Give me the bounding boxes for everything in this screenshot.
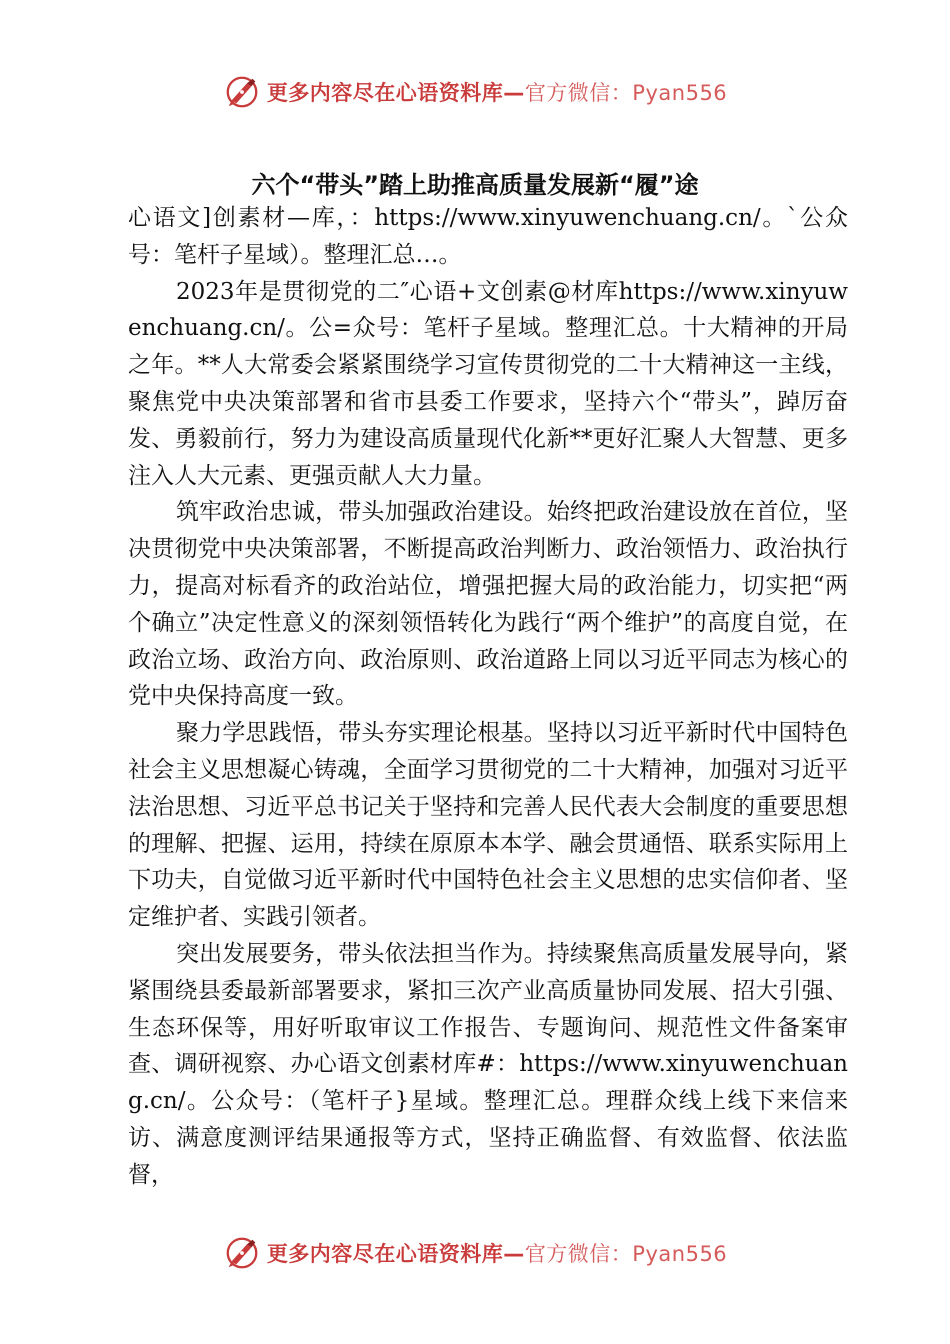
banner-text	[267, 77, 727, 107]
paragraph-3: 聚力学思践悟，带头夯实理论根基。坚持以习近平新时代中国特色社会主义思想凝心铸魂，全面学习贯彻党的二十大精神，加强对习近平法治思想、习近平总书记关于坚持和完善人民代表大会制度的重要思想的理解、把握、运用，持续在原原本本学、融会贯通悟、联系实际用上下功夫，自觉做习近平新时代中国特色社会主义思想的忠实信仰者、坚定维护者、实践引领者。	[128, 720, 848, 931]
document-body	[128, 200, 848, 1194]
document-title: 六个“带头”踏上助推高质量发展新“履”途	[251, 171, 699, 199]
pen-nib-logo-icon	[223, 73, 261, 111]
banner-text	[267, 1238, 727, 1268]
header-banner	[0, 68, 950, 116]
banner-slogan: 更多内容尽在心语资料库—	[266, 1242, 525, 1266]
paragraph-2: 筑牢政治忠诚，带头加强政治建设。始终把政治建设放在首位，坚决贯彻党中央决策部署，不断提高政治判断力、政治领悟力、政治执行力，提高对标看齐的政治站位，增强把握大局的政治能力，切实把“两个确立”决定性意义的深刻领悟转化为践行“两个维护”的高度自觉，在政治立场、政治方向、政治原则、政治道路上同以习近平同志为核心的党中央保持高度一致。	[128, 499, 848, 710]
paragraph-0: 心语文]创素材—库，：https://www.xinyuwenchuang.cn/。`公众号：笔杆子星域）。整理汇总…。	[128, 205, 848, 268]
footer-banner	[0, 1229, 950, 1277]
banner-wechat: 官方微信：Pyan556	[524, 1242, 728, 1266]
paragraph-4: 突出发展要务，带头依法担当作为。持续聚焦高质量发展导向，紧紧围绕县委最新部署要求，紧扣三次产业高质量协同发展、招大引强、生态环保等，用好听取审议工作报告、专题询问、规范性文件备案审查、调研视察、办心语文创素材库#：https://www.xinyuwenchuang.cn/。公众号：（笔杆子}星域。整理汇总。理群众线上线下来信来访、满意度测评结果通报等方式，坚持正确监督、有效监督、依法监督，	[128, 940, 848, 1188]
paragraph-1: 2023年是贯彻党的二″心语+文创素@材库https://www.xinyuwenchuang.cn/。公=众号：笔杆子星域。整理汇总。十大精神的开局之年。**人大常委会紧紧围绕学习宣传贯彻党的二十大精神这一主线，聚焦党中央决策部署和省市县委工作要求，坚持六个“带头”，踔厉奋发、勇毅前行，努力为建设高质量现代化新**更好汇聚人大智慧、更多注入人大元素、更强贡献人大力量。	[128, 278, 848, 489]
banner-slogan: 更多内容尽在心语资料库—	[266, 81, 525, 105]
banner-wechat: 官方微信：Pyan556	[524, 81, 728, 105]
pen-nib-logo-icon	[223, 1234, 261, 1272]
